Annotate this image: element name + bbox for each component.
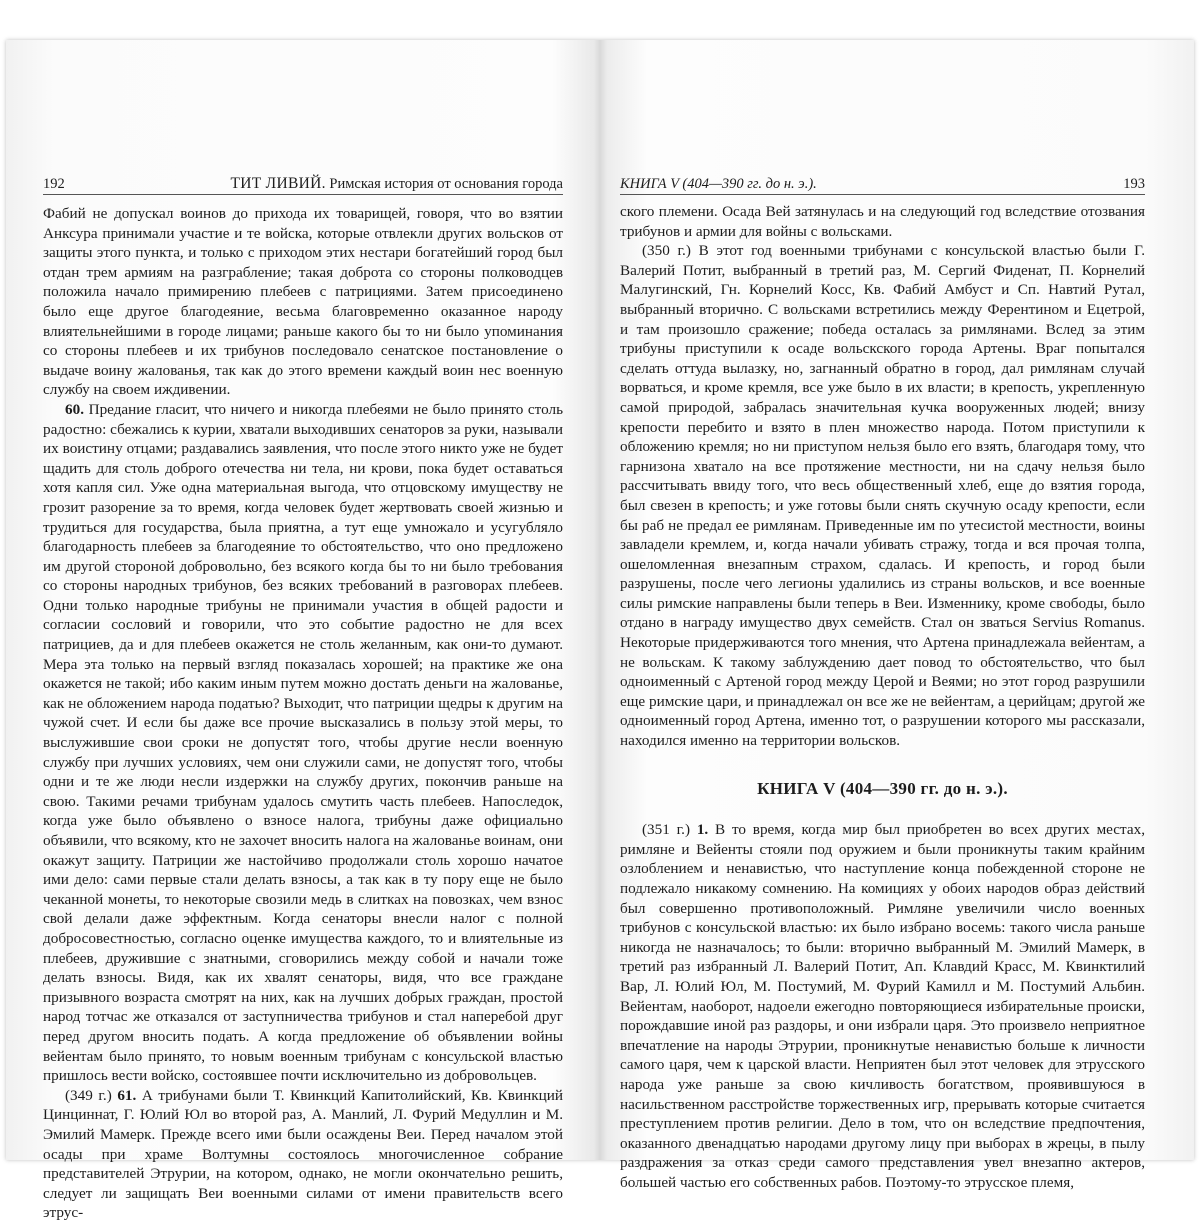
year-note: (351 г.)	[642, 821, 691, 839]
running-head-left	[43, 174, 563, 195]
paragraph-text: В то время, когда мир был приобретен во всех других местах, римляне и Вейенты стояли под оружием и были проникнуты таким крайним озлоблением и ненавистью, что наступление конца побежденной стороне не подлежало никакому сомнению. На комициях у обоих народов образ действий был совершенно противоположный. Римляне увеличили число военных трибунов с консульской властью: их было избрано восемь: такого числа раньше никогда не назначалось; то были: вторично выбранный М. Эмилий Мамерк, в третий раз избранный Л. Валерий Потит, Ап. Клавдий Красс, М. Квинктилий Вар, Л. Юлий Юл, М. Постумий, М. Фурий Камилл и М. Постумий Альбин. Вейентам, наоборот, надоели ежегодно повторяющиеся избирательные происки, порождавшие иной раз раздоры, и они избрали царя. Это произвело неприятное впечатление на народы Этрурии, проникнутые ненавистью больше к личности самого царя, чем к царской власти. Неприятен был этот человек для этрусского народа уже раньше за свою кичливость богатством, проявившуюся в насильственном расстройстве торжественных игр, прерывать которые считается преступлением против религии. Дело в том, что он вследствие предпочтения, оказанного двенадцатью народами другому лицу при выборах в жрецы, в пылу раздражения за отказ среди самого представления увел внезапно актеров, большей частью его собственных рабов. Поэтому-то этрусское племя,	[620, 821, 1145, 1191]
paragraph-text: В этот год военными трибунами с консульской властью были Г. Валерий Потит, выбранный в третий раз, М. Сергий Фиденат, П. Корнелий Малугинский, Гн. Корнелий Косс, Кв. Фабий Амбуст и Сп. Навтий Рутал, выбранный вторично. С вольсками встретились между Ферентином и Ецетрой, и там произошло сражение; победа осталась за римлянами. Вслед за этим трибуны приступили к осаде вольскского города Артены. Враг попытался сделать оттуда вылазку, но, загнанный обратно в город, дал римлянам случай ворваться, и кроме кремля, все уже было в их власти; в крепость, укрепленную самой природой, забралась значительная кучка вооруженных людей; внизу крепости перебито и взято в плен множество народа. Потом приступили к обложению кремля; но ни приступом нельзя было его взять, благодаря тому, что гарнизона хватало на все протяжение местности, ни на сдачу нельзя было рассчитывать ввиду того, что весь общественный хлеб, еще до взятия города, был свезен в крепость; и уже готовы были снять скучную осаду крепости, если бы раб не предал ее римлянам. Приведенные им по утесистой местности, воины завладели кремлем, и, когда начали убивать стражу, тогда и вся прочая толпа, ошеломленная внезапным страхом, сдалась. И крепость, и город были разрушены, после чего легионы удалились из страны вольсков, и все военные силы римские направлены были теперь в Веи. Изменнику, кроме свободы, было отдано в награду имущество двух семейств. Стал он зваться Servius Romanus. Некоторые придерживаются того мнения, что Артена принадлежала вейентам, а не вольскам. К такому заблуждению дает повод то обстоятельство, что был одноименный с Артеной город между Церой и Веями; но этот город разрушили еще римские цари, и принадлежал он все же не вейентам, а церийцам; другой же одноименный город Артена, именно тот, о разрушении которого мы рассказали, находился именно на территории вольсков.	[620, 242, 1145, 750]
year-note: (349 г.)	[65, 1086, 112, 1104]
running-head-right	[620, 174, 1145, 195]
paragraph-text: Фабий не допускал воинов до прихода их товарищей, говоря, что во взятии Анксура принимали участие и те войска, которые отвлекли других вольсков от защиты этого пункта, и только с приходом этих нестари богатейший город был отдан трем армиям на разграбление; такая доброта со стороны полководцев положила начало примирению плебеев с патрициями. Затем присоединено было еще другое благодеяние, весьма благовременно оказанное народу влиятельнейшими в городе лицами; раньше какого бы то ни было упоминания со стороны плебеев и их трибунов последовало сенатское постановление о выдаче воину жалованья, так как до этого времени каждый воин нес военную службу на своем иждивении.	[43, 205, 563, 399]
chapter-number: 60.	[65, 400, 84, 418]
book-spread	[6, 40, 1194, 1222]
paragraph	[620, 820, 1145, 1192]
paragraph	[620, 202, 1145, 241]
paragraph-text: А трибунами были Т. Квинкций Капитолийский, Кв. Квинкций Цинциннат, Г. Юлий Юл во второй раз, А. Манлий, Л. Фурий Медуллин и М. Эмилий Мамерк. Прежде всего ими были осаждены Веи. Перед началом этой осады при храме Волтумны состоялось многочисленное собрание представителей Этрурии, на котором, однако, не могли окончательно решить, следует ли защищать Веи военными силами от имени правительств всего этрус-	[43, 1086, 563, 1222]
running-title-right: КНИГА V (404—390 гг. до н. э.).	[620, 176, 817, 192]
running-title-caps: ТИТ ЛИВИЙ.	[230, 175, 326, 192]
paragraph	[43, 400, 563, 1086]
paragraph	[43, 1086, 563, 1223]
chapter-number: 61.	[117, 1086, 137, 1104]
page-number-right: 193	[1123, 176, 1145, 192]
book-heading: КНИГА V (404—390 гг. до н. э.).	[757, 778, 1008, 798]
year-note: (350 г.)	[642, 242, 691, 260]
running-title-rest: Римская история от основания города	[329, 176, 563, 192]
chapter-number: 1.	[696, 821, 709, 839]
paragraph-text: ского племени. Осада Вей затянулась и на следующий год вследствие отозвания трибунов и армии для войны с вольсками.	[620, 203, 1145, 240]
paragraph	[43, 204, 563, 400]
left-text	[43, 204, 563, 1223]
right-text	[620, 202, 1145, 1193]
paragraph-text: Предание гласит, что ничего и никогда плебеями не было принято столь радостно: сбежались к курии, хватали выходивших сенаторов за руки, называли их воистину отцами; раздавались заявления, что после этого никто уже не будет щадить для столь доброго отечества ни тела, ни крови, пока будет оставаться хотя капля сил. Уже одна материальная выгода, что отцовскому имуществу не грозит разорение за то время, когда человек будет жертвовать своей жизнью и трудиться для государства, была приятна, а тут еще умножало и усугубляло благодарность плебеев за благодеяние то обстоятельство, что оно предложено им другой стороной добровольно, без всякого когда бы то ни было требования со стороны народных трибунов, без всяких требований в разговорах плебеев. Одни только народные трибуны не принимали участия в общей радости и согласии сословий и говорили, что это событие радостно не для всех патрициев, да и для плебеев окажется не столь желанным, как они-то думают. Мера эта только на первый взгляд показалась хорошей; на практике же она окажется не такой; ибо каким иным путем можно достать деньги на жалованье, как не обложением народа податью? Выходит, что патриции щедры к другим на чужой счет. И если бы даже все прочие высказались в пользу этой меры, то выслужившие свои сроки не допустят того, чтобы другие несли военную службу при лучших условиях, чем они служили сами, не допустят того, чтобы одни и те же люди несли издержки на службу других, покончив раньше на свою. Такими речами трибунам удалось смутить часть плебеев. Напоследок, когда уже было объявлено о взносе налога, трибуны даже официально объявили, что всякому, кто не захочет вносить налога на жалованье воинам, они окажут защиту. Патриции же настойчиво продолжали столь хорошо начатое ими дело: сами первые стали делать взносы, а так как в ту пору еще не было чеканной монеты, то некоторые свозили медь в слитках на повозках, чем взнос свой делали даже эффектным. Когда сенаторы внесли налог с полной добросовестностью, согласно оценке имущества каждого, то и влиятельные из плебеев, дружившие с знатными, сговорились между собой и начали тоже делать взносы. Видя, как их хвалят сенаторы, видя, что все граждане призывного возраста смотрят на них, как на лучших добрых граждан, простой народ тотчас же отказался от заступничества трибунов и стал наперебой друг перед другом вносить подать. А когда предложение об объявлении войны вейентам было принято, то новым военным трибунам с консульской властью пришлось вести войско, состоявшее почти исключительно из добровольцев.	[43, 400, 563, 1085]
page-number-left: 192	[43, 176, 65, 192]
right-page	[620, 40, 1145, 1191]
left-page	[43, 40, 563, 1222]
running-title-left	[230, 174, 563, 194]
paragraph	[620, 241, 1145, 750]
